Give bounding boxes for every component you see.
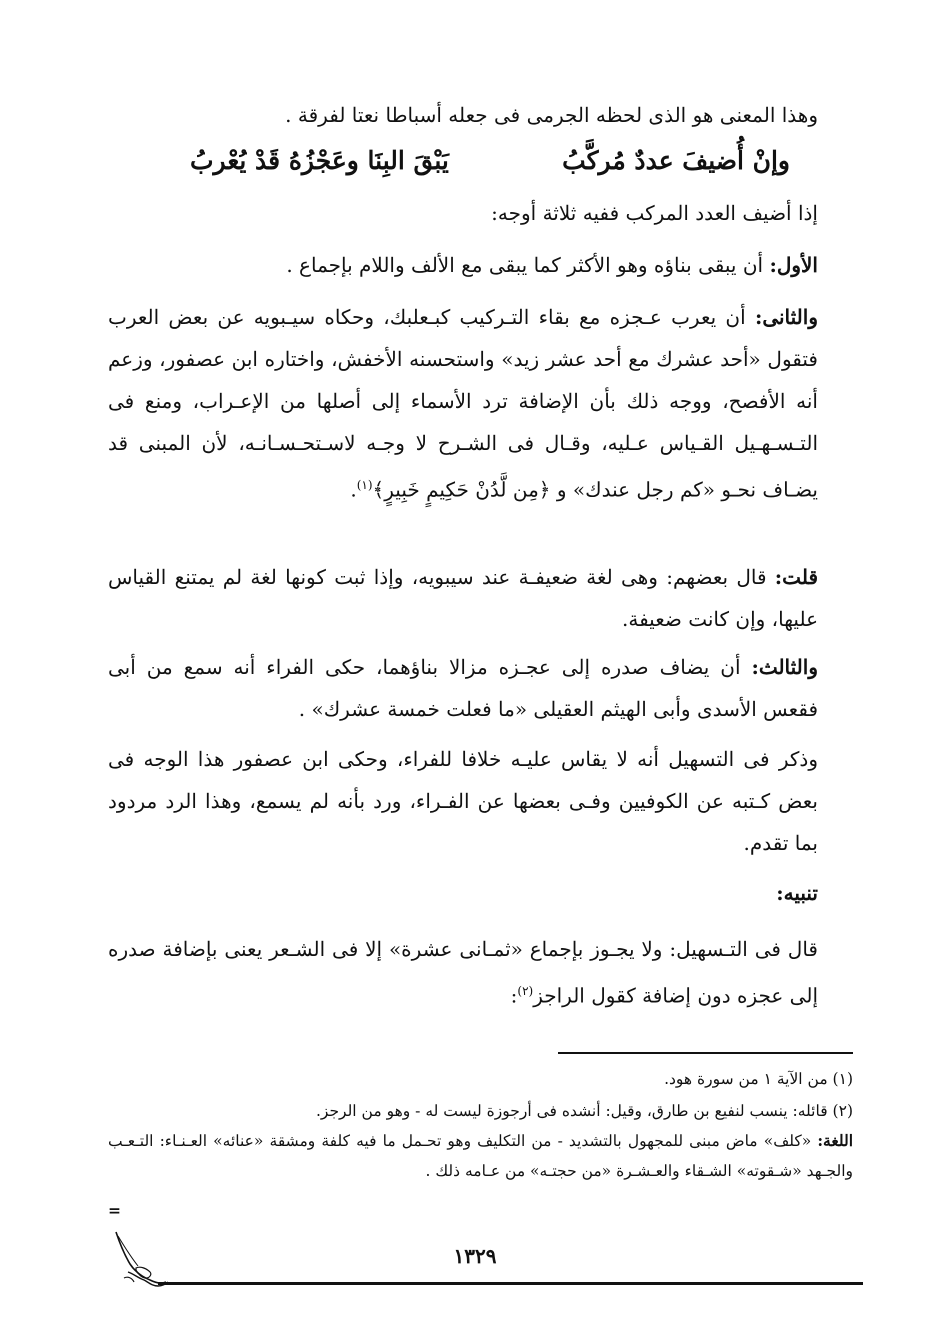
third-way-label: والثالث: bbox=[751, 655, 818, 679]
three-ways-text: إذا أضيف العدد المركب ففيه ثلاثة أوجه: bbox=[491, 201, 818, 225]
second-way-tail: . bbox=[350, 477, 357, 502]
tanbih-text: تنبيه: bbox=[776, 881, 818, 905]
three-ways-line bbox=[108, 192, 818, 234]
footnote-divider bbox=[558, 1052, 853, 1054]
third-way-text: أن يضاف صدره إلى عجـزه مزالا بناؤهما، حكى الفراء أنه سمع من أبى فقعس الأسدى وأبى الهيثم العقيلى «ما فعلت خمسة عشرك» . bbox=[108, 655, 818, 721]
tashil-paragraph bbox=[108, 738, 818, 864]
footnote-1-text: (١) من الآية ١ من سورة هود. bbox=[664, 1070, 853, 1088]
intro-text: وهذا المعنى هو الذى لحظه الجرمى فى جعله أسباطا نعتا لفرقة . bbox=[285, 103, 818, 127]
first-way-text: أن يبقى بناؤه وهو الأكثر كما يبقى مع الألف واللام بإجماع . bbox=[286, 253, 770, 277]
footnote-2-text: (٢) قائله: ينسب لنفيع بن طارق، وقيل: أنشده فى أرجوزة ليست له - وهو من الرجز. bbox=[315, 1102, 853, 1120]
footnote-ref-2: (٢) bbox=[517, 984, 534, 998]
page-bottom-rule bbox=[158, 1282, 863, 1285]
last-paragraph-text: قال فى التـسهيل: ولا يجـوز بإجماع «ثمـانى عشرة» إلا فى الشـعر يعنى بإضافة صدره إلى عجزه دون إضافة كقول الراجز bbox=[108, 937, 818, 1008]
lugha-text: «كلف» ماض مبنى للمجهول بالتشديد - من التكليف وهو تحـمل ما فيه كلفة ومشقة «عنائه» العـنـاء: التـعـب والجـهد «شـقوته» الشـقاء والعـشـرة «من حجتـه» من عـامه ذلك . bbox=[108, 1132, 853, 1180]
qult-paragraph bbox=[108, 556, 818, 640]
poem-verse bbox=[190, 138, 790, 182]
first-way-label: الأول: bbox=[769, 253, 818, 277]
continuation-mark: = bbox=[108, 1201, 121, 1220]
footnote-lugha bbox=[108, 1126, 853, 1186]
second-way-paragraph bbox=[108, 296, 818, 511]
lugha-label: اللغة: bbox=[817, 1131, 853, 1150]
quill-hand-ornament-icon bbox=[110, 1228, 170, 1290]
second-way-text: أن يعرب عـجزه مع بقاء التـركيب كبـعلبك، وحكاه سيـبويه عن بعض العرب فتقول «أحد عشرك مع أحد عشر زيد» واستحسنه الأخفش، واختاره ابن عصفور، وزعم أنه الأفصح، ووجه ذلك بأن الإضافة ترد الأسماء إلى أصلها من الإعـراب، ومنع فى التـسـهـيل القـياس عـليه، وقـال فى الشـرح لا وجـه لاسـتحـسـانـه، لأن المبنى قد يضـاف نحـو «كم رجل عندك» و ﴿مِن لَّدُنْ حَكِيمٍ خَبِيرٍ﴾ bbox=[108, 305, 818, 502]
qult-text: قال بعضهم: وهى لغة ضعيفـة عند سيبويه، وإذا ثبت كونها لغة لم يمتنع القياس عليها، وإن كانت ضعيفة. bbox=[108, 565, 818, 631]
qult-label: قلت: bbox=[774, 565, 818, 589]
last-paragraph-tail: : bbox=[510, 983, 518, 1008]
first-way-paragraph bbox=[108, 244, 818, 286]
tashil-text: وذكر فى التسهيل أنه لا يقاس عليـه خلافا للفراء، وحكى ابن عصفور هذا الوجه فى بعض كـتبه عن الكوفيين وفـى بعضها عن الفـراء، ورد بأنه لم يسمع، وهذا الرد مردود بما تقدم. bbox=[108, 747, 818, 855]
verse-hemistich-first: وإنْ أُضيفَ عددٌ مُركَّبُ bbox=[562, 145, 790, 175]
footnote-2 bbox=[108, 1096, 853, 1126]
footnote-ref-1: (١) bbox=[356, 478, 373, 492]
intro-line bbox=[108, 94, 818, 136]
tanbih-heading bbox=[108, 872, 818, 914]
page-number: ١٣٢٩ bbox=[453, 1244, 497, 1268]
second-way-label: والثانى: bbox=[754, 305, 818, 329]
verse-hemistich-second: يَبْقَ البِنَا وعَجْزُهُ قَدْ يُعْربُ bbox=[190, 145, 449, 175]
third-way-paragraph bbox=[108, 646, 818, 730]
last-paragraph bbox=[108, 928, 818, 1017]
footnote-1 bbox=[108, 1064, 853, 1094]
